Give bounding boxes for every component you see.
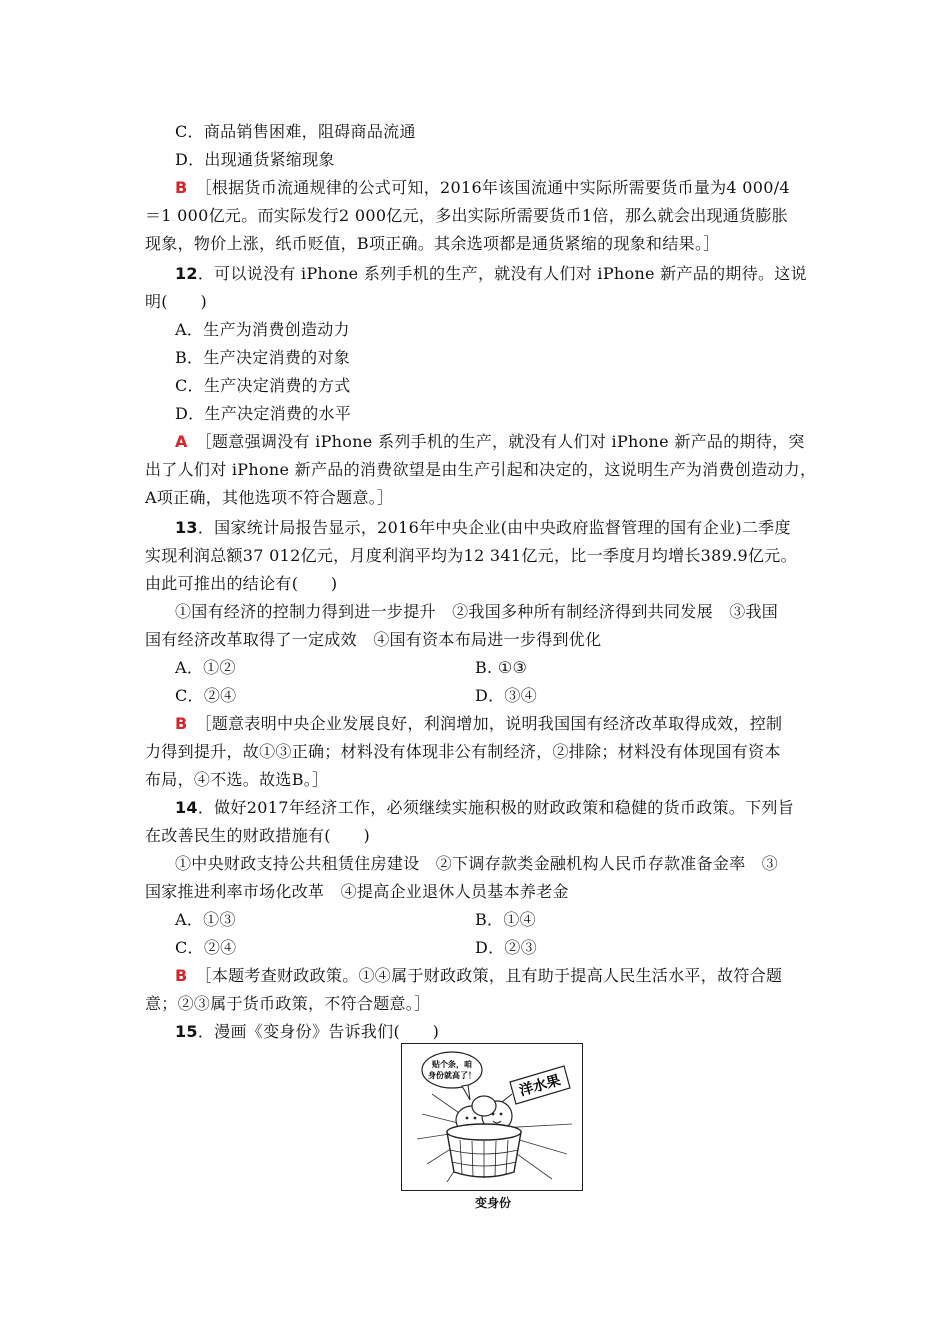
q13-stem-3: 由此可推出的结论有( ): [145, 574, 338, 593]
q11-explain-3: 现象，物价上涨，纸币贬值，B项正确。其余选项都是通货紧缩的现象和结果。］: [145, 234, 720, 253]
q12-stem-line: [175, 260, 807, 288]
q11-option-c: C．商品销售困难，阻碍商品流通: [175, 122, 416, 141]
q12-option-d: D．生产决定消费的水平: [175, 404, 352, 423]
q11-answer: B: [175, 178, 188, 197]
q14-answer: B: [175, 966, 188, 985]
q12-explain-3: A项正确，其他选项不符合题意。］: [145, 488, 394, 507]
q12-explain-1: ［题意强调没有 iPhone 系列手机的生产，就没有人们对 iPhone 新产品的期待，突: [195, 432, 805, 451]
bubble-text-1: 贴个条，咱: [432, 1060, 472, 1069]
q12-explanation-line: [175, 428, 805, 456]
q13-explain-1: ［题意表明中央企业发展良好，利润增加，说明我国国有经济改革取得成效，控制: [195, 714, 783, 733]
q13-stem-2: 实现利润总额37 012亿元，月度利润平均为12 341亿元，比一季度月均增长389.9亿元。: [145, 546, 797, 565]
q13-explanation-line: [175, 710, 782, 738]
cartoon-drawing: [402, 1044, 582, 1190]
q13-option-b: B. ①③: [475, 658, 528, 677]
q13-items-1: ①国有经济的控制力得到进一步提升 ②我国多种所有制经济得到共同发展 ③我国: [175, 602, 779, 621]
q14-items-1: ①中央财政支持公共租赁住房建设 ②下调存款类金融机构人民币存款准备金率 ③: [175, 854, 779, 873]
q14-stem-2: 在改善民生的财政措施有( ): [145, 826, 370, 845]
q13-stem-1: ．国家统计局报告显示，2016年中央企业(由中央政府监督管理的国有企业)二季度: [197, 518, 791, 537]
q12-option-a: A．生产为消费创造动力: [175, 320, 350, 339]
q14-number: 14: [175, 798, 198, 817]
q12-option-c: C．生产决定消费的方式: [175, 376, 351, 395]
q15-stem-line: [175, 1018, 439, 1046]
q14-stem-line: [175, 794, 794, 822]
bubble-text-2: 身份就高了！: [428, 1071, 476, 1080]
cartoon-illustration: [401, 1043, 583, 1191]
q13-explain-3: 布局，④不选。故选B。］: [145, 770, 329, 789]
q12-stem-1: ．可以说没有 iPhone 系列手机的生产，就没有人们对 iPhone 新产品的期待。这说: [197, 264, 807, 283]
q14-option-d: D．②③: [475, 938, 538, 957]
q11-explanation-line: [175, 174, 790, 202]
q11-option-d: D．出现通货紧缩现象: [175, 150, 335, 169]
q13-answer: B: [175, 714, 188, 733]
q13-option-a: A．①②: [175, 658, 236, 677]
q12-stem-2: 明( ): [145, 292, 207, 311]
q14-explain-1: ［本题考查财政政策。①④属于财政政策，且有助于提高人民生活水平，故符合题: [195, 966, 783, 985]
q14-option-b: B．①④: [475, 910, 536, 929]
q14-items-2: 国家推进利率市场化改革 ④提高企业退休人员基本养老金: [145, 882, 569, 901]
q15-number: 15: [175, 1022, 198, 1041]
cartoon-caption: 变身份: [474, 1196, 511, 1210]
q11-explain-1: ［根据货币流通规律的公式可知，2016年该国流通中实际所需要货币量为4 000/4: [195, 178, 790, 197]
q12-explain-2: 出了人们对 iPhone 新产品的消费欲望是由生产引起和决定的，这说明生产为消费创造动力，: [145, 460, 817, 479]
q13-stem-line: [175, 514, 791, 542]
q14-option-a: A．①③: [175, 910, 236, 929]
q12-number: 12: [175, 264, 198, 283]
q14-explain-2: 意；②③属于货币政策，不符合题意。］: [145, 994, 431, 1013]
q13-option-c: C．②④: [175, 686, 237, 705]
speech-bubble: [422, 1052, 482, 1088]
q11-explain-2: ＝1 000亿元。而实际发行2 000亿元，多出实际所需要货币1倍，那么就会出现通货膨胀: [145, 206, 788, 225]
q13-items-2: 国有经济改革取得了一定成效 ④国有资本布局进一步得到优化: [145, 630, 602, 649]
q14-explanation-line: [175, 962, 782, 990]
q12-answer: A: [175, 432, 188, 451]
q13-explain-2: 力得到提升，故①③正确；材料没有体现非公有制经济，②排除；材料没有体现国有资本: [145, 742, 781, 761]
tag-text: 洋水果: [517, 1072, 563, 1100]
q14-option-c: C．②④: [175, 938, 237, 957]
q13-number: 13: [175, 518, 198, 537]
q15-stem-1: ．漫画《变身份》告诉我们( ): [197, 1022, 440, 1041]
q13-option-d: D．③④: [475, 686, 538, 705]
q12-option-b: B．生产决定消费的对象: [175, 348, 351, 367]
q14-stem-1: ．做好2017年经济工作，必须继续实施积极的财政政策和稳健的货币政策。下列旨: [197, 798, 794, 817]
